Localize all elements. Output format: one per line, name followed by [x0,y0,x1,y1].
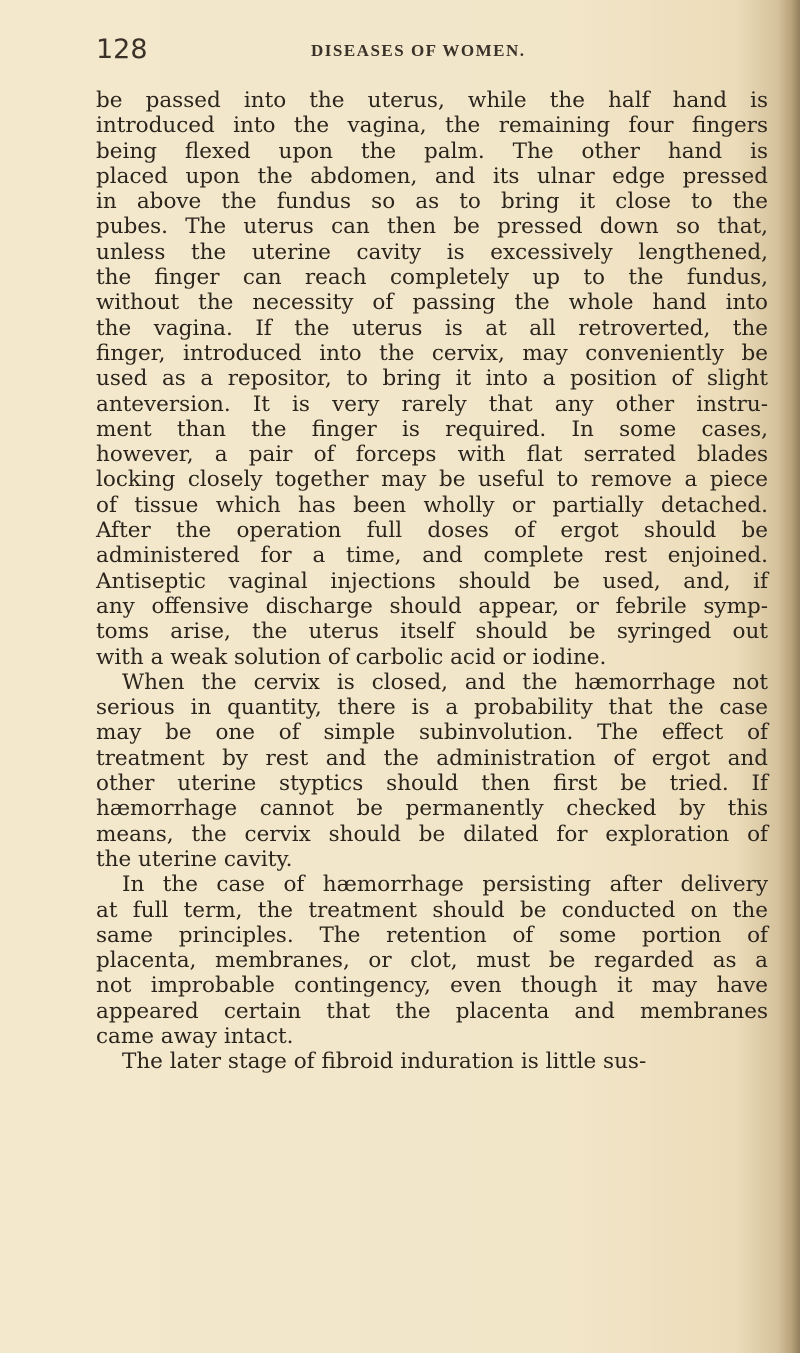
text-line: administered for a time, and complete rest enjoined. [96,543,768,569]
text-line: being flexed upon the palm. The other hand is [96,138,768,164]
text-line: be passed into the uterus, while the half hand is [96,88,768,113]
text-line: ment than the finger is required. In some cases, [96,416,768,442]
text-line: came away intact. [96,1023,294,1049]
text-line: with a weak solution of carbolic acid or iodine. [96,644,607,670]
text-line: Antiseptic vaginal injections should be used, and, if [96,568,768,594]
running-head: DISEASES OF WOMEN. [311,41,526,60]
text-line: may be one of simple subinvolution. The effect of [96,720,768,746]
page-header [96,34,776,74]
text-line: the uterine cavity. [96,846,293,872]
text-line: introduced into the vagina, the remaining four fingers [96,113,768,139]
text-line: anteversion. It is very rarely that any other instru- [96,391,768,417]
text-line: any offensive discharge should appear, or febrile symp- [96,593,768,619]
text-line: finger, introduced into the cervix, may conveniently be [96,340,768,366]
text-line: however, a pair of forceps with flat serrated blades [96,442,768,468]
text-line: placed upon the abdomen, and its ulnar edge pressed [96,163,768,189]
text-line: of tissue which has been wholly or partially detached. [96,492,768,518]
text-line: other uterine styptics should then first be tried. If [96,771,768,797]
text-line: appeared certain that the placenta and membranes [96,998,768,1024]
text-line: toms arise, the uterus itself should be syringed out [96,619,768,645]
text-line: serious in quantity, there is a probability that the case [96,695,768,721]
text-line: hæmorrhage cannot be permanently checked by this [96,796,768,822]
text-line: In the case of hæmorrhage persisting after delivery [122,872,768,898]
text-line: at full term, the treatment should be conducted on the [96,897,768,923]
text-line: the vagina. If the uterus is at all retroverted, the [96,315,768,341]
text-line: without the necessity of passing the whole hand into [96,290,768,316]
text-line: locking closely together may be useful to remove a piece [96,467,768,493]
text-line: used as a repositor, to bring it into a position of slight [96,366,768,392]
text-line: unless the uterine cavity is excessively lengthened, [96,239,768,265]
text-line: not improbable contingency, even though it may have [96,973,768,999]
body-text [96,88,768,1075]
text-line: When the cervix is closed, and the hæmorrhage not [122,669,768,695]
text-line: means, the cervix should be dilated for exploration of [96,821,768,847]
page-number: 128 [96,34,148,65]
text-line: treatment by rest and the administration of ergot and [96,745,768,771]
text-line: pubes. The uterus can then be pressed down so that, [96,214,768,240]
text-line: After the operation full doses of ergot should be [96,518,768,544]
text-line: the finger can reach completely up to the fundus, [96,265,768,291]
text-line: placenta, membranes, or clot, must be regarded as a [96,948,768,974]
text-line: same principles. The retention of some portion of [96,922,768,948]
text-line: The later stage of fibroid induration is little sus- [122,1049,647,1075]
text-line: in above the fundus so as to bring it close to the [96,189,768,215]
page-edge-shadow [778,0,800,1353]
